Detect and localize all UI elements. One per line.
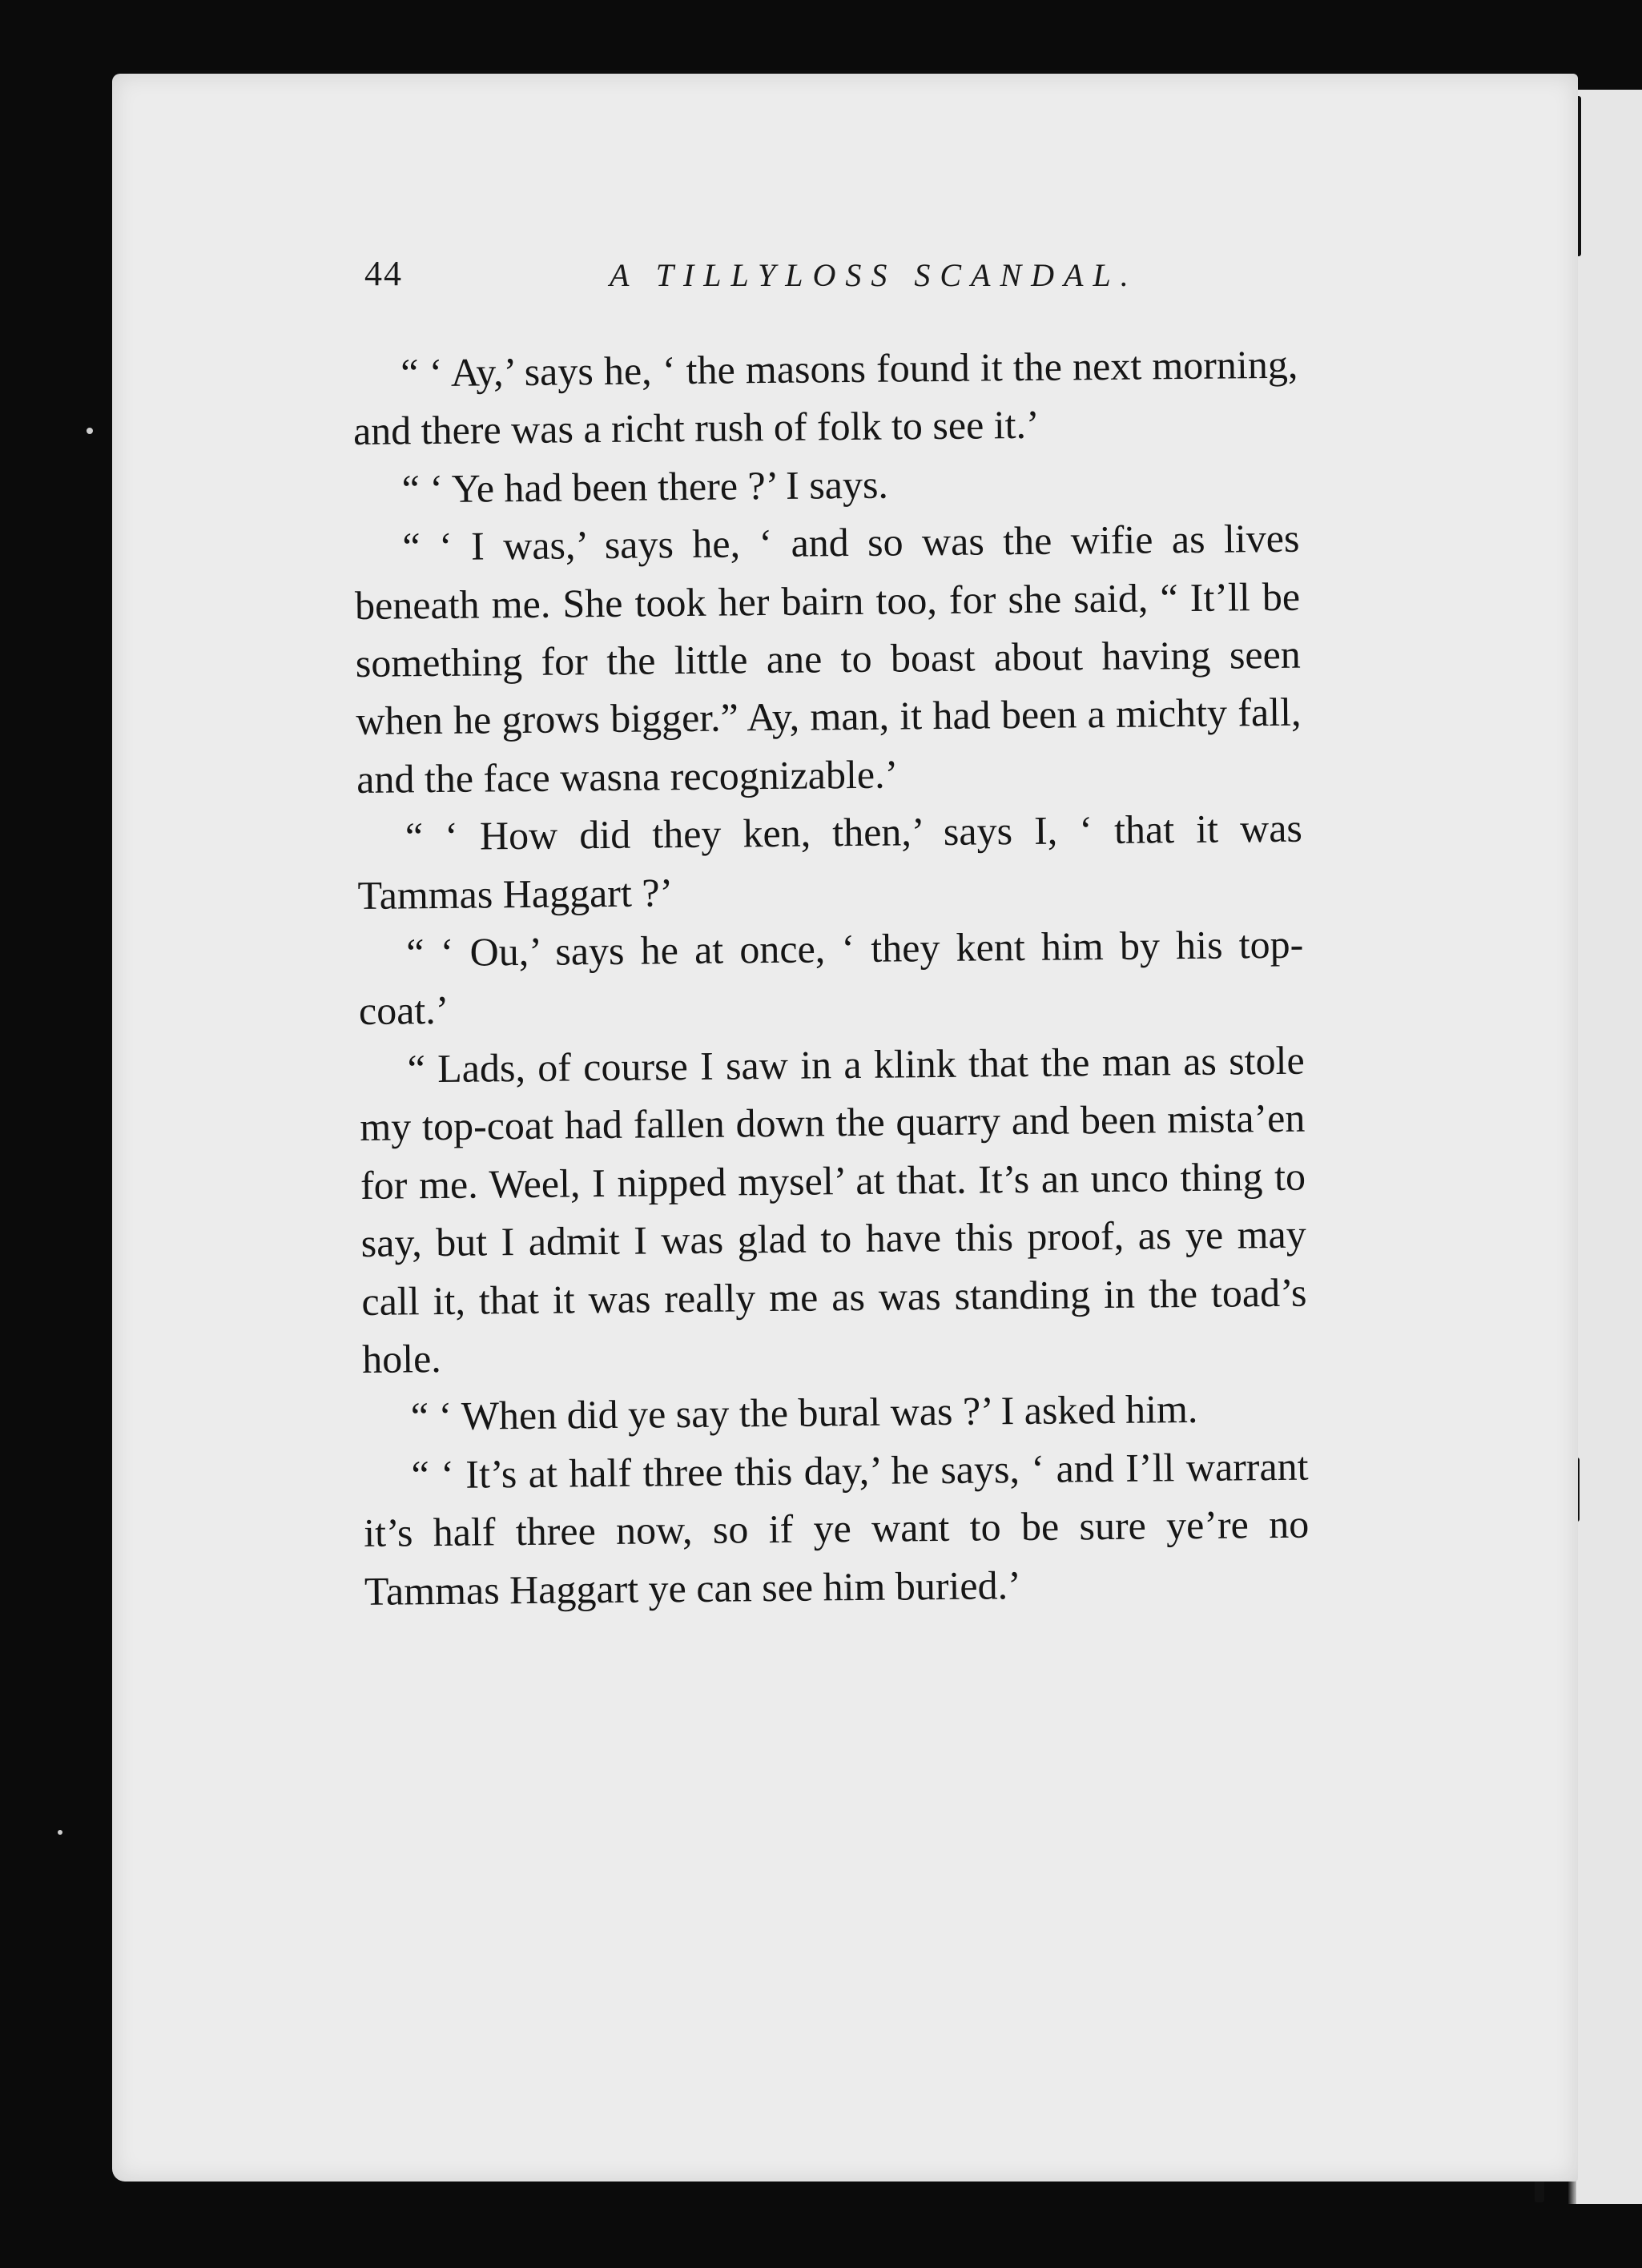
paragraph: “ ‘ When did ye say the bural was ?’ I asked him. bbox=[410, 1386, 1198, 1439]
facing-page-edge bbox=[1568, 90, 1642, 2204]
body-text bbox=[352, 336, 1310, 1620]
page-number: 44 bbox=[364, 254, 403, 293]
paragraph: “ ‘ It’s at half three this day,’ he says, ‘ and I’ll warrant it’s half three now, so if ye want to be sure ye’re no Tammas Haggart ye can see him buried.’ bbox=[363, 1443, 1310, 1614]
paragraph: “ Lads, of course I saw in a klink that the man as stole my top-coat had fallen down the quarry and been mista’en for me. Weel, I nipped mysel’ at that. It’s an unco thing to say, but I admit I was glad to have this proof, as ye may call it, that it was really me as was standing in the toad’s hole. bbox=[360, 1037, 1307, 1381]
paragraph: “ ‘ Ye had been there ?’ I says. bbox=[401, 461, 889, 512]
scan-speck bbox=[87, 428, 93, 434]
running-head bbox=[364, 253, 1374, 301]
paragraph: “ ‘ Ay,’ says he, ‘ the masons found it the next morning, and there was a richt rush of folk to see it.’ bbox=[352, 341, 1298, 454]
paragraph: “ ‘ How did they ken, then,’ says I, ‘ that it was Tammas Haggart ?’ bbox=[357, 805, 1303, 918]
paragraph: “ ‘ Ou,’ says he at once, ‘ they kent him by his top-coat.’ bbox=[358, 921, 1304, 1034]
running-title: A TILLYLOSS SCANDAL. bbox=[610, 257, 1138, 293]
scan-speck bbox=[58, 1830, 62, 1835]
paragraph: “ ‘ I was,’ says he, ‘ and so was the wifie as lives beneath me. She took her bairn too, for she said, “ It’ll be something for the little ane to boast about having seen when he grows bigger.” Ay, man, it had been a michty fall, and the face wasna recognizable.’ bbox=[354, 515, 1302, 802]
